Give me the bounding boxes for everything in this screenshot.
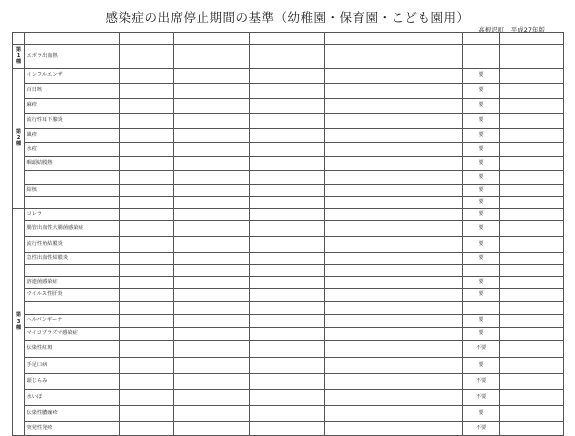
- issuer-label: 高根沢町 平成27年版: [478, 26, 545, 34]
- table-row: [13, 157, 564, 171]
- table-row: [13, 277, 564, 289]
- disease-table: [12, 32, 564, 436]
- table-row: [13, 171, 564, 185]
- header-cell: [500, 33, 564, 45]
- header-cell: [325, 33, 463, 45]
- header-cell: [463, 33, 500, 45]
- disease-name: 伝染性紅斑: [25, 341, 120, 358]
- need-cell: [463, 45, 500, 69]
- need-cell: 要: [463, 221, 500, 237]
- need-cell: [463, 265, 500, 277]
- disease-name: 突発性発疹: [25, 422, 120, 436]
- header-cell: [250, 33, 325, 45]
- disease-name: 伝染性膿痂疹: [25, 406, 120, 422]
- table-body: [13, 45, 564, 436]
- disease-name: 水いぼ: [25, 390, 120, 406]
- need-cell: 要: [463, 253, 500, 265]
- need-cell: 要: [463, 315, 500, 328]
- table-row: [13, 406, 564, 422]
- need-cell: 不要: [463, 341, 500, 358]
- header-cell: [174, 33, 250, 45]
- disease-name: ヘルパンギーナ: [25, 315, 120, 328]
- disease-name: [25, 302, 120, 315]
- disease-name: 結核: [25, 185, 120, 197]
- disease-name: [25, 197, 120, 209]
- category-label: 第2種: [15, 128, 22, 148]
- need-cell: 要: [463, 406, 500, 422]
- table-row: [13, 114, 564, 129]
- table-row: [13, 289, 564, 302]
- table-row: [13, 302, 564, 315]
- category-label: 第3種: [15, 312, 22, 331]
- need-cell: 不要: [463, 374, 500, 390]
- disease-name: 腸管出血性大腸菌感染症: [25, 221, 120, 237]
- table-row: [13, 99, 564, 114]
- disease-name: [25, 171, 120, 185]
- need-cell: 要: [463, 99, 500, 114]
- table-row: [13, 143, 564, 157]
- header-cell: [120, 33, 174, 45]
- disease-name: 溶連菌感染症: [25, 277, 120, 289]
- need-cell: 要: [463, 84, 500, 99]
- disease-name: マイコプラズマ感染症: [25, 328, 120, 341]
- need-cell: 要: [463, 69, 500, 84]
- need-cell: 要: [463, 157, 500, 171]
- need-cell: 要: [463, 185, 500, 197]
- need-cell: 要: [463, 328, 500, 341]
- table-row: [13, 374, 564, 390]
- disease-name: 水痘: [25, 143, 120, 157]
- category-cell: [13, 209, 25, 436]
- table-row: [13, 315, 564, 328]
- header-cell: [25, 33, 120, 45]
- table-row: [13, 265, 564, 277]
- category-cell: [13, 45, 25, 69]
- disease-name: 頭じらみ: [25, 374, 120, 390]
- disease-name: エボラ出血熱: [25, 45, 120, 69]
- need-cell: 不要: [463, 390, 500, 406]
- need-cell: 要: [463, 143, 500, 157]
- disease-name: ウイルス性肝炎: [25, 289, 120, 302]
- disease-name: 流行性耳下腺炎: [25, 114, 120, 129]
- need-cell: 要: [463, 237, 500, 253]
- disease-name: 手足口病: [25, 358, 120, 374]
- table-row: [13, 358, 564, 374]
- category-cell: [13, 69, 25, 209]
- disease-name: 流行性角結膜炎: [25, 237, 120, 253]
- table-header-row: [13, 33, 564, 45]
- disease-name: [25, 265, 120, 277]
- table-row: [13, 390, 564, 406]
- need-cell: 要: [463, 358, 500, 374]
- disease-name: 麻疹: [25, 99, 120, 114]
- need-cell: 要: [463, 277, 500, 289]
- need-cell: 要: [463, 129, 500, 143]
- table-row: [13, 209, 564, 221]
- need-cell: 要: [463, 171, 500, 185]
- table-row: [13, 45, 564, 69]
- need-cell: [463, 302, 500, 315]
- need-cell: 要: [463, 197, 500, 209]
- need-cell: 要: [463, 289, 500, 302]
- table-row: [13, 328, 564, 341]
- disease-name: コレラ: [25, 209, 120, 221]
- category-label: 第1種: [15, 46, 22, 66]
- need-cell: 要: [463, 114, 500, 129]
- table-row: [13, 129, 564, 143]
- table-row: [13, 341, 564, 358]
- disease-name: 風疹: [25, 129, 120, 143]
- table-row: [13, 69, 564, 84]
- disease-name: 急性出血性結膜炎: [25, 253, 120, 265]
- need-cell: 不要: [463, 422, 500, 436]
- table-row: [13, 237, 564, 253]
- table-row: [13, 197, 564, 209]
- disease-name: 咽頭結膜熱: [25, 157, 120, 171]
- page-title: 感染症の出席停止期間の基準（幼稚園・保育園・こども園用）: [105, 10, 470, 25]
- header-cell: [13, 33, 25, 45]
- table-row: [13, 221, 564, 237]
- table-row: [13, 253, 564, 265]
- disease-name: インフルエンザ: [25, 69, 120, 84]
- table-row: [13, 422, 564, 436]
- table-row: [13, 84, 564, 99]
- need-cell: 要: [463, 209, 500, 221]
- disease-name: 百日咳: [25, 84, 120, 99]
- table-row: [13, 185, 564, 197]
